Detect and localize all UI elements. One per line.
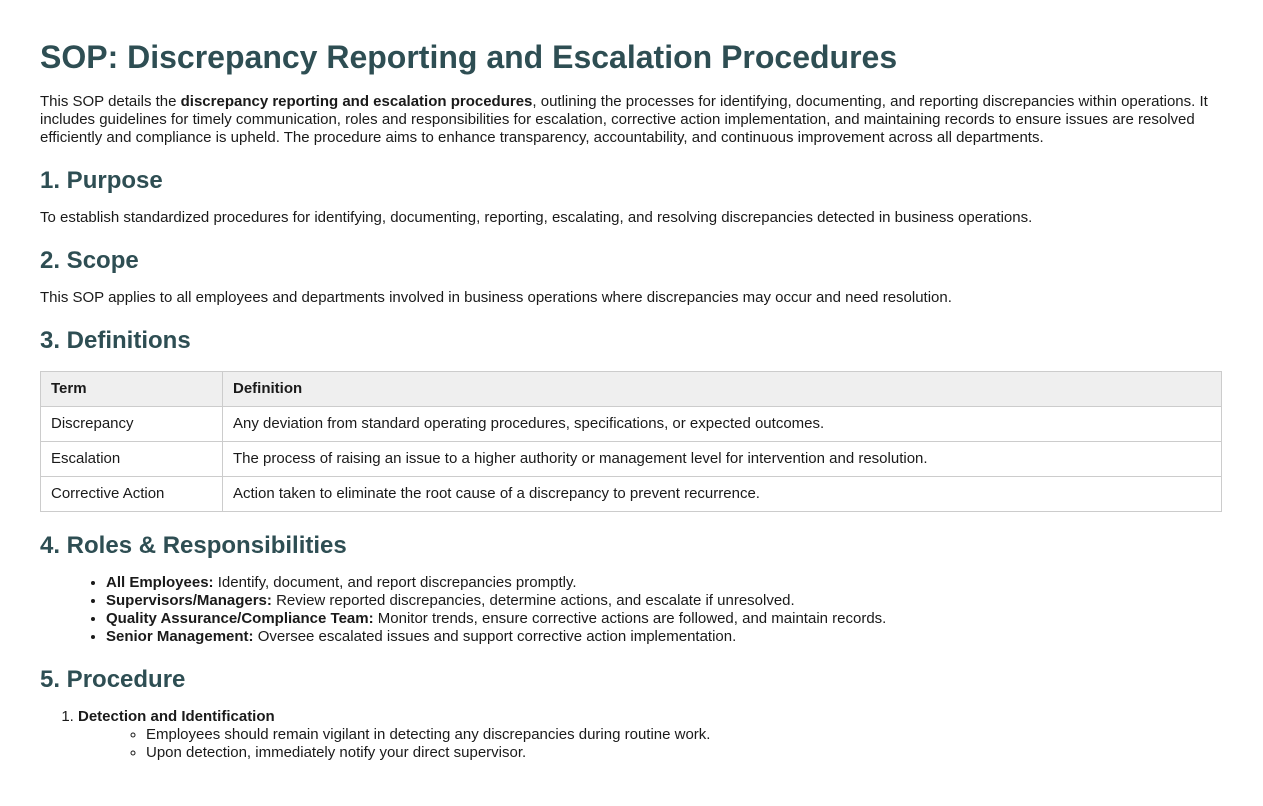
page-title: SOP: Discrepancy Reporting and Escalation Procedures [40,39,898,75]
table-row [41,407,1222,442]
term-cell: Discrepancy [41,407,223,442]
scope-body: This SOP applies to all employees and departments involved in business operations where discrepancies may occur and need resolution. [40,289,952,306]
intro-paragraph [40,93,1222,147]
definitions-heading: 3. Definitions [40,327,191,354]
intro-text-post: , outlining the processes for identifying, documenting, and reporting discrepancies within operations. It includes guidelines for timely communication, roles and responsibilities for escalation, corrective action implementation, and maintaining records to ensure issues are resolved efficiently and compliance is upheld. The procedure aims to enhance transparency, accountability, and continuous improvement across all departments. [40,93,1208,146]
definitions-table [40,371,1222,512]
table-row [41,442,1222,477]
table-header-row [41,372,1222,407]
table-row [41,477,1222,512]
definition-cell: The process of raising an issue to a higher authority or management level for intervention and resolution. [223,442,1222,477]
definition-cell: Action taken to eliminate the root cause of a discrepancy to prevent recurrence. [223,477,1222,512]
intro-text-bold: discrepancy reporting and escalation procedures [180,93,533,110]
role-description: Oversee escalated issues and support corrective action implementation. [253,628,737,645]
procedure-steps [40,708,1222,762]
roles-heading: 4. Roles & Responsibilities [40,532,347,559]
procedure-step-title: Detection and Identification [78,708,275,725]
procedure-step [78,708,1222,762]
list-item [106,628,1222,646]
definition-column-header: Definition [223,372,1222,407]
substep-item: ◦ Upon detection, immediately notify your direct supervisor. [146,744,1222,762]
role-label: Senior Management: [106,628,254,645]
scope-heading: 2. Scope [40,247,139,274]
list-item [106,610,1222,628]
procedure-heading: 5. Procedure [40,666,186,693]
term-cell: Corrective Action [41,477,223,512]
roles-list [40,574,1222,646]
role-description: Monitor trends, ensure corrective actions are followed, and maintain records. [373,610,887,627]
list-item [106,574,1222,592]
role-label: Supervisors/Managers: [106,592,272,609]
definition-cell: Any deviation from standard operating procedures, specifications, or expected outcomes. [223,407,1222,442]
role-label: Quality Assurance/Compliance Team: [106,610,374,627]
term-column-header: Term [41,372,223,407]
substep-item: ◦ Employees should remain vigilant in detecting any discrepancies during routine work. [146,726,1222,744]
intro-text-pre: This SOP details the [40,93,181,110]
role-description: Identify, document, and report discrepancies promptly. [213,574,577,591]
term-cell: Escalation [41,442,223,477]
role-label: All Employees: [106,574,214,591]
purpose-heading: 1. Purpose [40,167,163,194]
role-description: Review reported discrepancies, determine actions, and escalate if unresolved. [271,592,795,609]
substep-list [78,726,1222,762]
purpose-body: To establish standardized procedures for identifying, documenting, reporting, escalating, and resolving discrepancies detected in business operations. [40,209,1033,226]
list-item [106,592,1222,610]
